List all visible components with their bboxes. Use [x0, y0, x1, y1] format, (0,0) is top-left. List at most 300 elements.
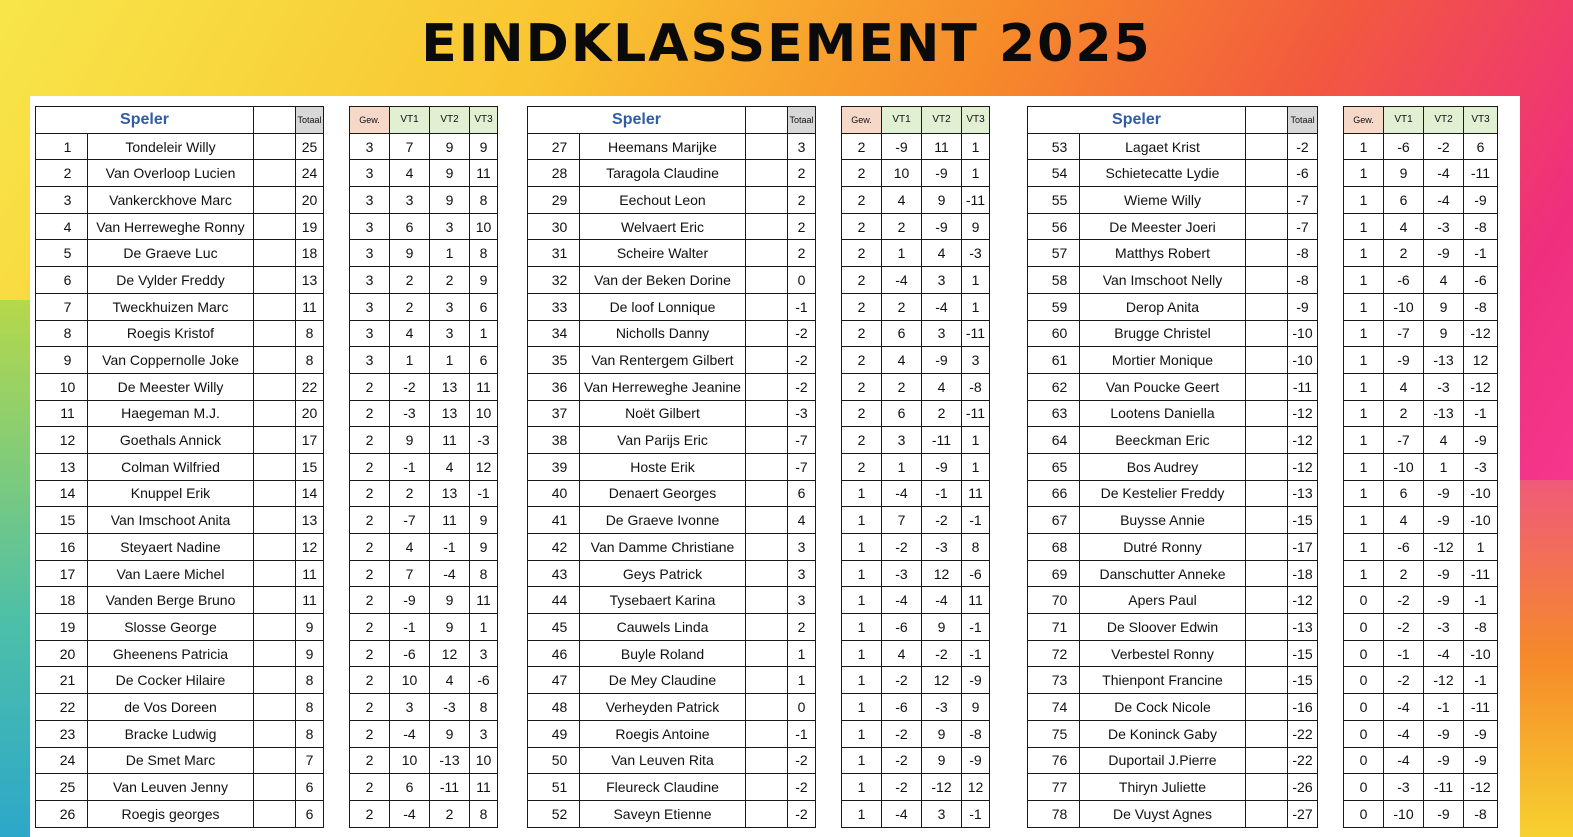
blank-cell — [1246, 667, 1288, 694]
vt3-cell: 1 — [962, 133, 990, 160]
rank-cell: 54 — [1028, 160, 1080, 187]
vt3-cell: -6 — [1464, 267, 1498, 294]
gew-cell: 2 — [350, 640, 390, 667]
blank-cell — [1246, 560, 1288, 587]
table-row — [528, 587, 990, 614]
total-cell: 20 — [296, 187, 324, 214]
gew-cell: 2 — [350, 480, 390, 507]
vt1-cell: -1 — [390, 453, 430, 480]
rank-cell: 19 — [36, 614, 88, 641]
spacer-cell — [1318, 427, 1344, 454]
vt1-cell: 3 — [882, 427, 922, 454]
rank-cell: 23 — [36, 720, 88, 747]
table-row — [36, 480, 498, 507]
rank-cell: 6 — [36, 267, 88, 294]
rank-cell: 59 — [1028, 293, 1080, 320]
spacer-cell — [816, 507, 842, 534]
rank-cell: 20 — [36, 640, 88, 667]
vt2-cell: 9 — [430, 587, 470, 614]
table-row — [1028, 267, 1498, 294]
blank-cell — [746, 587, 788, 614]
vt2-cell: -3 — [922, 534, 962, 561]
player-name-cell: Vankerckhove Marc — [88, 187, 254, 214]
total-cell: -18 — [1288, 560, 1318, 587]
vt3-cell: 11 — [470, 774, 498, 801]
vt3-cell: -8 — [962, 373, 990, 400]
blank-cell — [1246, 133, 1288, 160]
player-name-cell: Roegis Antoine — [580, 720, 746, 747]
gew-cell: 1 — [1344, 453, 1384, 480]
vt3-cell: 9 — [470, 133, 498, 160]
table-row — [1028, 747, 1498, 774]
header-totaal: Totaal — [1288, 107, 1318, 134]
blank-cell — [746, 747, 788, 774]
spacer-cell — [1318, 694, 1344, 721]
vt3-cell: 9 — [470, 507, 498, 534]
blank-cell — [746, 373, 788, 400]
rank-cell: 67 — [1028, 507, 1080, 534]
vt1-cell: 4 — [1384, 507, 1424, 534]
vt1-cell: -6 — [390, 640, 430, 667]
gew-cell: 1 — [842, 640, 882, 667]
blank-cell — [746, 293, 788, 320]
spacer-cell — [324, 213, 350, 240]
vt3-cell: -1 — [1464, 240, 1498, 267]
blank-cell — [1246, 347, 1288, 374]
header-spacer — [1318, 107, 1344, 134]
table-row — [1028, 240, 1498, 267]
player-name-cell: Van Parijs Eric — [580, 427, 746, 454]
gew-cell: 1 — [1344, 293, 1384, 320]
total-cell: 1 — [788, 667, 816, 694]
total-cell: -13 — [1288, 614, 1318, 641]
vt3-cell: -11 — [962, 400, 990, 427]
spacer-cell — [324, 587, 350, 614]
table-row — [528, 213, 990, 240]
vt3-cell: -1 — [962, 614, 990, 641]
rank-cell: 1 — [36, 133, 88, 160]
gew-cell: 1 — [1344, 160, 1384, 187]
table-row — [1028, 347, 1498, 374]
player-name-cell: Thiryn Juliette — [1080, 774, 1246, 801]
rank-cell: 14 — [36, 480, 88, 507]
gew-cell: 2 — [350, 747, 390, 774]
rank-cell: 15 — [36, 507, 88, 534]
vt1-cell: 6 — [882, 400, 922, 427]
vt1-cell: 10 — [390, 747, 430, 774]
blank-cell — [746, 640, 788, 667]
spacer-cell — [324, 747, 350, 774]
vt1-cell: 9 — [1384, 160, 1424, 187]
gew-cell: 1 — [842, 560, 882, 587]
gew-cell: 0 — [1344, 614, 1384, 641]
gew-cell: 2 — [842, 240, 882, 267]
player-name-cell: De Sloover Edwin — [1080, 614, 1246, 641]
blank-cell — [254, 267, 296, 294]
vt1-cell: -2 — [882, 774, 922, 801]
gew-cell: 1 — [1344, 560, 1384, 587]
total-cell: 9 — [296, 640, 324, 667]
gew-cell: 2 — [842, 267, 882, 294]
player-name-cell: Hoste Erik — [580, 453, 746, 480]
gew-cell: 1 — [1344, 133, 1384, 160]
vt1-cell: 2 — [1384, 240, 1424, 267]
spacer-cell — [1318, 720, 1344, 747]
spacer-cell — [816, 640, 842, 667]
rank-cell: 7 — [36, 293, 88, 320]
vt1-cell: -6 — [1384, 267, 1424, 294]
blank-cell — [254, 507, 296, 534]
vt2-cell: -4 — [430, 560, 470, 587]
vt2-cell: 4 — [922, 373, 962, 400]
rank-cell: 68 — [1028, 534, 1080, 561]
player-name-cell: Geys Patrick — [580, 560, 746, 587]
table-row — [528, 400, 990, 427]
table-row — [1028, 480, 1498, 507]
vt1-cell: -4 — [390, 800, 430, 827]
blank-cell — [254, 480, 296, 507]
player-name-cell: Tysebaert Karina — [580, 587, 746, 614]
vt2-cell: -1 — [1424, 694, 1464, 721]
vt1-cell: 2 — [882, 373, 922, 400]
total-cell: -2 — [1288, 133, 1318, 160]
vt3-cell: 9 — [470, 267, 498, 294]
rank-cell: 43 — [528, 560, 580, 587]
rank-cell: 69 — [1028, 560, 1080, 587]
ranking-panel-3 — [1027, 106, 1498, 828]
vt1-cell: 6 — [390, 213, 430, 240]
spacer-cell — [324, 694, 350, 721]
vt1-cell: 9 — [390, 240, 430, 267]
total-cell: -16 — [1288, 694, 1318, 721]
total-cell: 3 — [788, 587, 816, 614]
player-name-cell: Matthys Robert — [1080, 240, 1246, 267]
header-speler: Speler — [36, 107, 254, 134]
vt3-cell: -11 — [962, 320, 990, 347]
vt1-cell: -3 — [1384, 774, 1424, 801]
rank-cell: 16 — [36, 534, 88, 561]
vt1-cell: -4 — [882, 480, 922, 507]
gew-cell: 2 — [350, 774, 390, 801]
player-name-cell: Van Coppernolle Joke — [88, 347, 254, 374]
vt3-cell: -1 — [470, 480, 498, 507]
vt3-cell: -6 — [962, 560, 990, 587]
header-speler: Speler — [528, 107, 746, 134]
vt2-cell: 3 — [922, 267, 962, 294]
blank-cell — [746, 160, 788, 187]
blank-cell — [254, 373, 296, 400]
vt3-cell: 9 — [962, 213, 990, 240]
total-cell: -10 — [1288, 320, 1318, 347]
player-name-cell: Steyaert Nadine — [88, 534, 254, 561]
total-cell: 18 — [296, 240, 324, 267]
vt2-cell: 4 — [430, 453, 470, 480]
spacer-cell — [324, 320, 350, 347]
gew-cell: 1 — [1344, 507, 1384, 534]
gew-cell: 2 — [842, 187, 882, 214]
table-row — [1028, 400, 1498, 427]
vt3-cell: -8 — [1464, 614, 1498, 641]
table-row — [1028, 373, 1498, 400]
vt2-cell: -4 — [1424, 640, 1464, 667]
rank-cell: 66 — [1028, 480, 1080, 507]
table-row — [1028, 694, 1498, 721]
vt3-cell: -8 — [962, 720, 990, 747]
rank-cell: 65 — [1028, 453, 1080, 480]
table-row — [528, 720, 990, 747]
vt3-cell: 12 — [962, 774, 990, 801]
spacer-cell — [816, 614, 842, 641]
blank-cell — [254, 667, 296, 694]
vt1-cell: 4 — [882, 347, 922, 374]
total-cell: 8 — [296, 694, 324, 721]
gew-cell: 0 — [1344, 774, 1384, 801]
table-row — [1028, 534, 1498, 561]
table-row — [1028, 293, 1498, 320]
vt1-cell: -4 — [882, 267, 922, 294]
vt3-cell: 1 — [962, 267, 990, 294]
rank-cell: 71 — [1028, 614, 1080, 641]
spacer-cell — [816, 347, 842, 374]
player-name-cell: Gheenens Patricia — [88, 640, 254, 667]
vt1-cell: -2 — [390, 373, 430, 400]
table-row — [1028, 667, 1498, 694]
rank-cell: 49 — [528, 720, 580, 747]
rank-cell: 64 — [1028, 427, 1080, 454]
player-name-cell: De Graeve Ivonne — [580, 507, 746, 534]
vt1-cell: 6 — [1384, 187, 1424, 214]
vt2-cell: -12 — [922, 774, 962, 801]
gew-cell: 0 — [1344, 667, 1384, 694]
vt2-cell: -11 — [1424, 774, 1464, 801]
table-row — [528, 267, 990, 294]
table-row — [1028, 774, 1498, 801]
vt1-cell: -6 — [882, 694, 922, 721]
vt1-cell: 2 — [390, 267, 430, 294]
table-row — [36, 160, 498, 187]
blank-cell — [1246, 507, 1288, 534]
gew-cell: 2 — [842, 213, 882, 240]
vt1-cell: 3 — [390, 694, 430, 721]
total-cell: 14 — [296, 480, 324, 507]
gew-cell: 1 — [1344, 187, 1384, 214]
player-name-cell: Cauwels Linda — [580, 614, 746, 641]
total-cell: 6 — [788, 480, 816, 507]
rank-cell: 63 — [1028, 400, 1080, 427]
player-name-cell: Danschutter Anneke — [1080, 560, 1246, 587]
rank-cell: 28 — [528, 160, 580, 187]
table-row — [528, 534, 990, 561]
table-row — [1028, 720, 1498, 747]
blank-cell — [1246, 747, 1288, 774]
rank-cell: 45 — [528, 614, 580, 641]
player-name-cell: Van Leuven Rita — [580, 747, 746, 774]
vt2-cell: 9 — [922, 747, 962, 774]
blank-cell — [1246, 187, 1288, 214]
gew-cell: 1 — [842, 614, 882, 641]
vt2-cell: 3 — [430, 293, 470, 320]
vt1-cell: -1 — [1384, 640, 1424, 667]
total-cell: 9 — [296, 614, 324, 641]
total-cell: -17 — [1288, 534, 1318, 561]
rank-cell: 32 — [528, 267, 580, 294]
blank-cell — [746, 614, 788, 641]
total-cell: -2 — [788, 373, 816, 400]
player-name-cell: Buyle Roland — [580, 640, 746, 667]
ranking-table — [1027, 106, 1498, 828]
vt3-cell: 9 — [962, 694, 990, 721]
vt1-cell: -6 — [1384, 534, 1424, 561]
total-cell: 6 — [296, 800, 324, 827]
vt1-cell: 2 — [1384, 560, 1424, 587]
vt2-cell: 2 — [922, 400, 962, 427]
table-row — [1028, 427, 1498, 454]
player-name-cell: Bos Audrey — [1080, 453, 1246, 480]
blank-cell — [254, 240, 296, 267]
vt3-cell: 10 — [470, 213, 498, 240]
header-vt1: VT1 — [882, 107, 922, 134]
vt2-cell: -1 — [922, 480, 962, 507]
player-name-cell: De Cocker Hilaire — [88, 667, 254, 694]
player-name-cell: Thienpont Francine — [1080, 667, 1246, 694]
vt2-cell: -3 — [1424, 614, 1464, 641]
header-vt1: VT1 — [390, 107, 430, 134]
gew-cell: 2 — [350, 587, 390, 614]
vt3-cell: 8 — [470, 240, 498, 267]
vt2-cell: 9 — [922, 614, 962, 641]
gew-cell: 1 — [842, 480, 882, 507]
header-gew: Gew. — [350, 107, 390, 134]
vt3-cell: -10 — [1464, 507, 1498, 534]
vt2-cell: -9 — [1424, 747, 1464, 774]
blank-cell — [746, 694, 788, 721]
blank-cell — [1246, 614, 1288, 641]
spacer-cell — [816, 800, 842, 827]
vt3-cell: 1 — [962, 160, 990, 187]
table-row — [528, 640, 990, 667]
vt2-cell: -9 — [922, 213, 962, 240]
table-row — [1028, 640, 1498, 667]
vt3-cell: 11 — [470, 160, 498, 187]
rank-cell: 29 — [528, 187, 580, 214]
vt2-cell: -9 — [922, 160, 962, 187]
table-row — [36, 453, 498, 480]
blank-cell — [254, 560, 296, 587]
vt1-cell: -4 — [1384, 720, 1424, 747]
vt1-cell: -10 — [1384, 800, 1424, 827]
table-row — [36, 720, 498, 747]
table-row — [36, 800, 498, 827]
rank-cell: 27 — [528, 133, 580, 160]
total-cell: -26 — [1288, 774, 1318, 801]
vt2-cell: 13 — [430, 373, 470, 400]
rank-cell: 53 — [1028, 133, 1080, 160]
blank-cell — [254, 747, 296, 774]
spacer-cell — [324, 453, 350, 480]
total-cell: 13 — [296, 507, 324, 534]
vt2-cell: 9 — [430, 160, 470, 187]
rank-cell: 62 — [1028, 373, 1080, 400]
total-cell: 17 — [296, 427, 324, 454]
vt2-cell: -13 — [430, 747, 470, 774]
blank-cell — [1246, 587, 1288, 614]
table-row — [1028, 507, 1498, 534]
spacer-cell — [816, 427, 842, 454]
vt2-cell: -1 — [430, 534, 470, 561]
blank-cell — [254, 427, 296, 454]
vt3-cell: 1 — [1464, 534, 1498, 561]
vt3-cell: -1 — [1464, 587, 1498, 614]
spacer-cell — [1318, 560, 1344, 587]
total-cell: 0 — [788, 694, 816, 721]
vt2-cell: -3 — [1424, 213, 1464, 240]
table-row — [36, 747, 498, 774]
blank-cell — [1246, 640, 1288, 667]
blank-cell — [1246, 267, 1288, 294]
vt1-cell: 4 — [1384, 213, 1424, 240]
vt1-cell: 3 — [390, 187, 430, 214]
table-row — [528, 614, 990, 641]
header-vt3: VT3 — [1464, 107, 1498, 134]
gew-cell: 1 — [842, 534, 882, 561]
vt2-cell: -9 — [922, 347, 962, 374]
player-name-cell: Nicholls Danny — [580, 320, 746, 347]
vt3-cell: -1 — [962, 507, 990, 534]
blank-cell — [254, 293, 296, 320]
vt3-cell: 9 — [470, 534, 498, 561]
rank-cell: 74 — [1028, 694, 1080, 721]
rank-cell: 44 — [528, 587, 580, 614]
table-row — [36, 320, 498, 347]
player-name-cell: de Vos Doreen — [88, 694, 254, 721]
spacer-cell — [816, 133, 842, 160]
vt3-cell: 8 — [470, 694, 498, 721]
gew-cell: 3 — [350, 320, 390, 347]
vt1-cell: 4 — [390, 320, 430, 347]
total-cell: -10 — [1288, 347, 1318, 374]
spacer-cell — [1318, 800, 1344, 827]
player-name-cell: Dutré Ronny — [1080, 534, 1246, 561]
rank-cell: 48 — [528, 694, 580, 721]
spacer-cell — [1318, 160, 1344, 187]
gew-cell: 2 — [350, 400, 390, 427]
header-row — [36, 107, 498, 134]
total-cell: -7 — [788, 453, 816, 480]
rank-cell: 18 — [36, 587, 88, 614]
total-cell: -11 — [1288, 373, 1318, 400]
player-name-cell: Buysse Annie — [1080, 507, 1246, 534]
table-row — [36, 534, 498, 561]
rank-cell: 52 — [528, 800, 580, 827]
table-row — [1028, 614, 1498, 641]
vt1-cell: -6 — [882, 614, 922, 641]
blank-cell — [254, 453, 296, 480]
spacer-cell — [324, 160, 350, 187]
player-name-cell: Van Leuven Jenny — [88, 774, 254, 801]
total-cell: -12 — [1288, 587, 1318, 614]
ranking-table — [35, 106, 498, 828]
table-row — [528, 747, 990, 774]
vt3-cell: 1 — [470, 320, 498, 347]
spacer-cell — [324, 667, 350, 694]
header-vt1: VT1 — [1384, 107, 1424, 134]
table-row — [36, 373, 498, 400]
vt2-cell: -3 — [430, 694, 470, 721]
spacer-cell — [324, 133, 350, 160]
player-name-cell: De Graeve Luc — [88, 240, 254, 267]
gew-cell: 2 — [350, 560, 390, 587]
total-cell: -2 — [788, 347, 816, 374]
